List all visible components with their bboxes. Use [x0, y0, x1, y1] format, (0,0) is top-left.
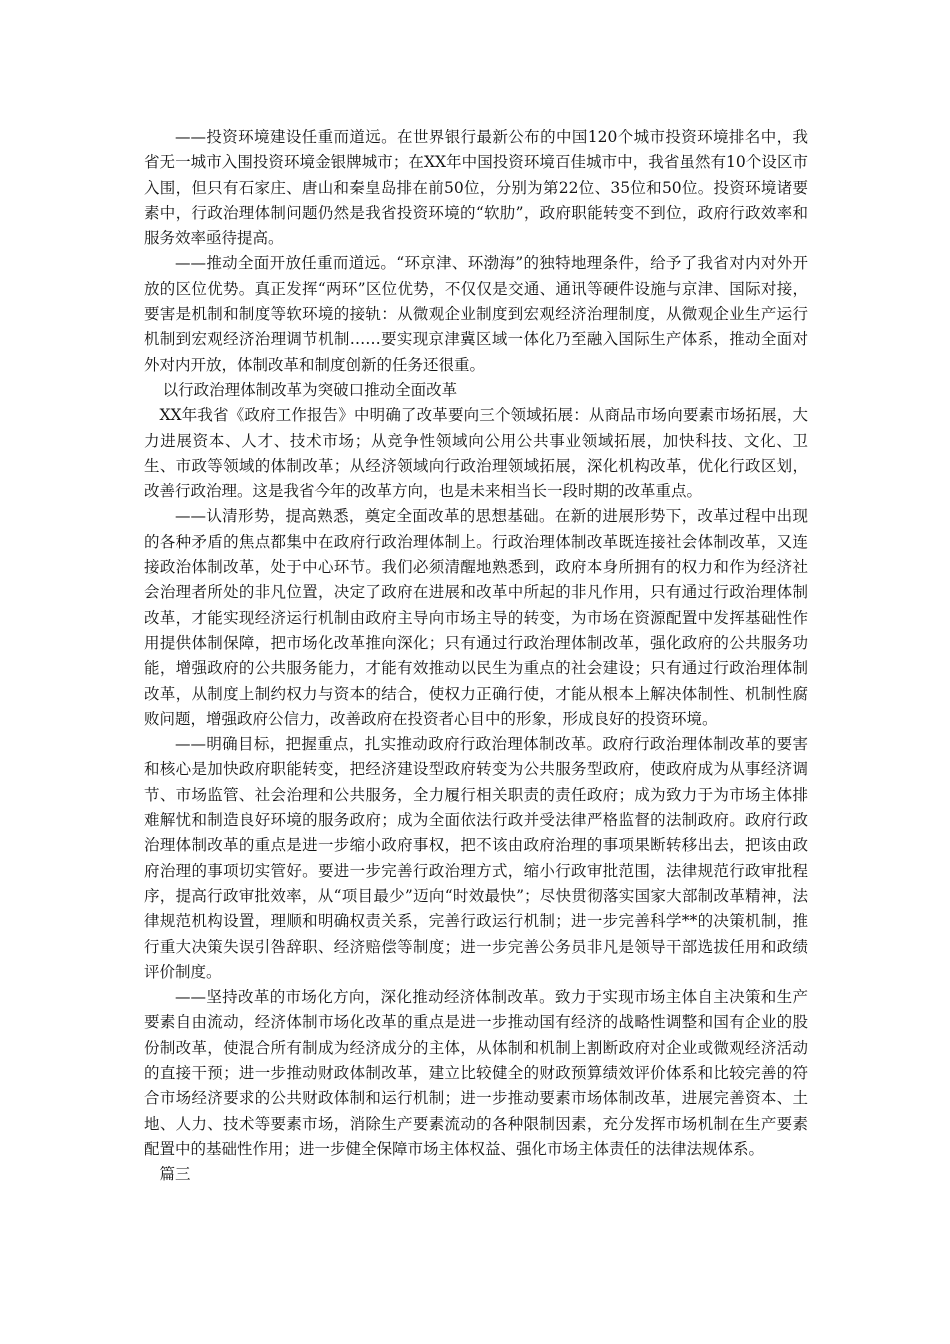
section-heading: 以行政治理体制改革为突破口推动全面改革: [162, 380, 458, 399]
paragraph-government-report: XX年我省《政府工作报告》中明确了改革要向三个领域拓展：从商品市场向要素市场拓展，大力进展资本、人才、技术市场；从竞争性领域向公用公共事业领域拓展，加快科技、文化、卫生、市政等领域的体制改革；从经济领域向行政治理领域拓展，深化机构改革，优化行政区划，改善行政治理。这是我省今年的改革方向，也是未来相当长一段时期的改革重点。: [144, 406, 808, 501]
chapter-label: 篇三: [159, 1165, 191, 1184]
document-body: [144, 125, 808, 1187]
paragraph-clarify-goals: ——明确目标，把握重点，扎实推动政府行政治理体制改革。政府行政治理体制改革的要害和核心是加快政府职能转变，把经济建设型政府转变为公共服务型政府，使政府成为从事经济调节、市场监管、社会治理和公共服务，全力履行相关职责的责任政府；成为致力于为市场主体排难解忧和制造良好环境的服务政府；成为全面依法行政并受法律严格监督的法制政府。政府行政治理体制改革的重点是进一步缩小政府事权，把不该由政府治理的事项果断转移出去，把该由政府治理的事项切实管好。要进一步完善行政治理方式，缩小行政审批范围，法律规范行政审批程序，提高行政审批效率，从“项目最少”迈向“时效最快”；尽快贯彻落实国家大部制改革精神，法律规范机构设置，理顺和明确权责关系，完善行政运行机制；进一步完善科学**的决策机制，推行重大决策失误引咎辞职、经济赔偿等制度；进一步完善公务员非凡是领导干部选拔任用和政绩评价制度。: [144, 735, 808, 981]
paragraph-market-reform: ——坚持改革的市场化方向，深化推动经济体制改革。致力于实现市场主体自主决策和生产要素自由流动，经济体制市场化改革的重点是进一步推动国有经济的战略性调整和国有企业的股份制改革，使混合所有制成为经济成分的主体，从体制和机制上割断政府对企业或微观经济活动的直接干预；进一步推动财政体制改革，建立比较健全的财政预算绩效评价体系和比较完善的符合市场经济要求的公共财政体制和运行机制；进一步推动要素市场体制改革，进展完善资本、土地、人力、技术等要素市场，消除生产要素流动的各种限制因素，充分发挥市场机制在生产要素配置中的基础性作用；进一步健全保障市场主体权益、强化市场主体责任的法律法规体系。: [144, 988, 808, 1158]
paragraph-understand-situation: ——认清形势，提高熟悉，奠定全面改革的思想基础。在新的进展形势下，改革过程中出现的各种矛盾的焦点都集中在政府行政治理体制上。行政治理体制改革既连接社会体制改革，又连接政治体制改革，处于中心环节。我们必须清醒地熟悉到，政府本身所拥有的权力和作为经济社会治理者所处的非凡位置，决定了政府在进展和改革中所起的非凡作用，只有通过行政治理体制改革，才能实现经济运行机制由政府主导向市场主导的转变，为市场在资源配置中发挥基础性作用提供体制保障，把市场化改革推向深化；只有通过行政治理体制改革，强化政府的公共服务功能，增强政府的公共服务能力，才能有效推动以民生为重点的社会建设；只有通过行政治理体制改革，从制度上制约权力与资本的结合，使权力正确行使，才能从根本上解决体制性、机制性腐败问题，增强政府公信力，改善政府在投资者心目中的形象，形成良好的投资环境。: [144, 507, 808, 728]
paragraph-investment-environment: ——投资环境建设任重而道远。在世界银行最新公布的中国120个城市投资环境排名中，我省无一城市入围投资环境金银牌城市；在XX年中国投资环境百佳城市中，我省虽然有10个设区市入围，但只有石家庄、唐山和秦皇岛排在前50位，分别为第22位、35位和50位。投资环境诸要素中，行政治理体制问题仍然是我省投资环境的“软肋”，政府职能转变不到位，政府行政效率和服务效率亟待提高。: [144, 128, 808, 248]
paragraph-opening-up: ——推动全面开放任重而道远。“环京津、环渤海”的独特地理条件，给予了我省对内对外开放的区位优势。真正发挥“两环”区位优势，不仅仅是交通、通讯等硬件设施与京津、国际对接，要害是机制和制度等软环境的接轨：从微观企业制度到宏观经济治理制度，从微观企业生产运行机制到宏观经济治理调节机制……要实现京津冀区域一体化乃至融入国际生产体系，推动全面对外对内开放，体制改革和制度创新的任务还很重。: [144, 254, 808, 374]
